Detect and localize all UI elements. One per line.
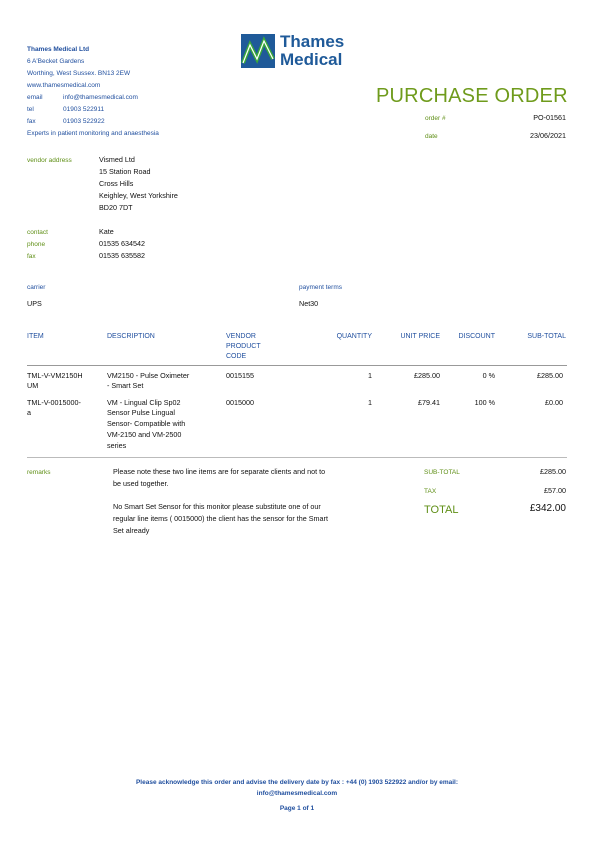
- vendor-line4: Keighley, West Yorkshire: [99, 191, 178, 200]
- remarks-p2-line2: regular line items ( 0015000) the client has the sensor for the Smart: [113, 514, 328, 523]
- logo-text-line1: Thames: [280, 32, 345, 51]
- footer-acknowledge-line1: Please acknowledge this order and advise the delivery date by fax : +44 (0) 1903 522922 and/or by email:: [135, 779, 459, 786]
- company-address-line2: Worthing, West Sussex. BN13 2EW: [27, 70, 131, 77]
- payment-terms-label: payment terms: [299, 284, 342, 291]
- row2-desc-line4: VM-2150 and VM-2500: [107, 430, 182, 439]
- col-header-vendor-code-3: CODE: [226, 353, 247, 360]
- page-number: Page 1 of 1: [279, 805, 315, 812]
- company-email-label: email: [27, 94, 43, 101]
- company-address-line1: 6 A'Becket Gardens: [27, 58, 85, 65]
- vendor-line1: Vismed Ltd: [99, 155, 135, 164]
- row2-item-line2: a: [27, 408, 31, 417]
- contact-label: contact: [27, 229, 48, 236]
- row2-quantity: 1: [368, 398, 372, 407]
- col-header-description: DESCRIPTION: [107, 333, 155, 340]
- row2-desc-line1: VM - Lingual Clip Sp02: [107, 398, 181, 407]
- totals-subtotal-label: SUB-TOTAL: [424, 469, 460, 476]
- remarks-label: remarks: [27, 469, 51, 476]
- totals-total-label: TOTAL: [424, 504, 459, 516]
- totals-subtotal-value: £285.00: [540, 467, 566, 476]
- row2-unit-price: £79.41: [418, 398, 440, 407]
- company-name: Thames Medical Ltd: [27, 46, 90, 53]
- vendor-line5: BD20 7DT: [99, 203, 133, 212]
- company-website[interactable]: www.thamesmedical.com: [27, 82, 101, 89]
- company-fax-label: fax: [27, 118, 36, 125]
- phone-value: 01535 634542: [99, 239, 145, 248]
- thames-medical-logo-icon: [240, 33, 276, 69]
- vendor-line3: Cross Hills: [99, 179, 134, 188]
- vendor-fax-label: fax: [27, 253, 36, 260]
- row2-desc-line2: Sensor Pulse Lingual: [107, 408, 175, 417]
- col-header-vendor-code-2: PRODUCT: [226, 343, 261, 350]
- col-header-quantity: QUANTITY: [336, 333, 372, 340]
- remarks-p1-line1: Please note these two line items are for separate clients and not to: [113, 467, 326, 476]
- row2-item-line1: TML-V-0015000-: [27, 398, 81, 407]
- date-value: 23/06/2021: [530, 131, 566, 140]
- date-label: date: [425, 133, 438, 140]
- company-tagline: Experts in patient monitoring and anaesthesia: [27, 130, 159, 137]
- totals-tax-value: £57.00: [544, 486, 566, 495]
- col-header-subtotal: SUB-TOTAL: [527, 333, 566, 340]
- totals-total-value: £342.00: [529, 503, 566, 514]
- col-header-item: ITEM: [27, 333, 44, 340]
- company-tel: 01903 522911: [63, 106, 105, 113]
- payment-terms-value: Net30: [299, 299, 319, 308]
- row2-subtotal: £0.00: [545, 398, 563, 407]
- company-fax: 01903 522922: [63, 118, 105, 125]
- remarks-p2-line3: Set already: [113, 526, 150, 535]
- row1-desc-line1: VM2150 - Pulse Oximeter: [107, 371, 190, 380]
- company-tel-label: tel: [27, 106, 34, 113]
- vendor-line2: 15 Station Road: [99, 167, 151, 176]
- contact-value: Kate: [99, 227, 114, 236]
- row1-discount: 0 %: [482, 371, 495, 380]
- row2-vendor-code: 0015000: [226, 398, 254, 407]
- col-header-vendor-code-1: VENDOR: [226, 333, 256, 340]
- remarks-p1-line2: be used together.: [113, 479, 169, 488]
- row1-item-line2: UM: [27, 381, 39, 390]
- phone-label: phone: [27, 241, 46, 248]
- row2-discount: 100 %: [474, 398, 495, 407]
- row1-quantity: 1: [368, 371, 372, 380]
- logo-text-line2: Medical: [280, 50, 343, 69]
- col-header-discount: DISCOUNT: [458, 333, 495, 340]
- vendor-address-label: vendor address: [27, 157, 72, 164]
- table-header-rule: [27, 365, 567, 366]
- table-footer-rule: [27, 457, 567, 458]
- row1-desc-line2: - Smart Set: [107, 381, 144, 390]
- vendor-fax-value: 01535 635582: [99, 251, 145, 260]
- remarks-p2-line1: No Smart Set Sensor for this monitor please substitute one of our: [113, 502, 321, 511]
- order-number-label: order #: [425, 115, 446, 122]
- col-header-unit-price: UNIT PRICE: [400, 333, 440, 340]
- order-number-value: PO-01561: [533, 113, 566, 122]
- row2-desc-line3: Sensor- Compatible with: [107, 419, 186, 428]
- page-title: PURCHASE ORDER: [376, 85, 568, 107]
- company-email[interactable]: info@thamesmedical.com: [63, 94, 138, 101]
- row1-item-line1: TML-V-VM2150H: [27, 371, 83, 380]
- footer-acknowledge-email[interactable]: info@thamesmedical.com: [256, 790, 338, 797]
- row1-subtotal: £285.00: [537, 371, 563, 380]
- carrier-value: UPS: [27, 299, 42, 308]
- carrier-label: carrier: [27, 284, 46, 291]
- row1-vendor-code: 0015155: [226, 371, 254, 380]
- row2-desc-line5: series: [107, 441, 127, 450]
- totals-tax-label: TAX: [424, 488, 437, 495]
- row1-unit-price: £285.00: [414, 371, 440, 380]
